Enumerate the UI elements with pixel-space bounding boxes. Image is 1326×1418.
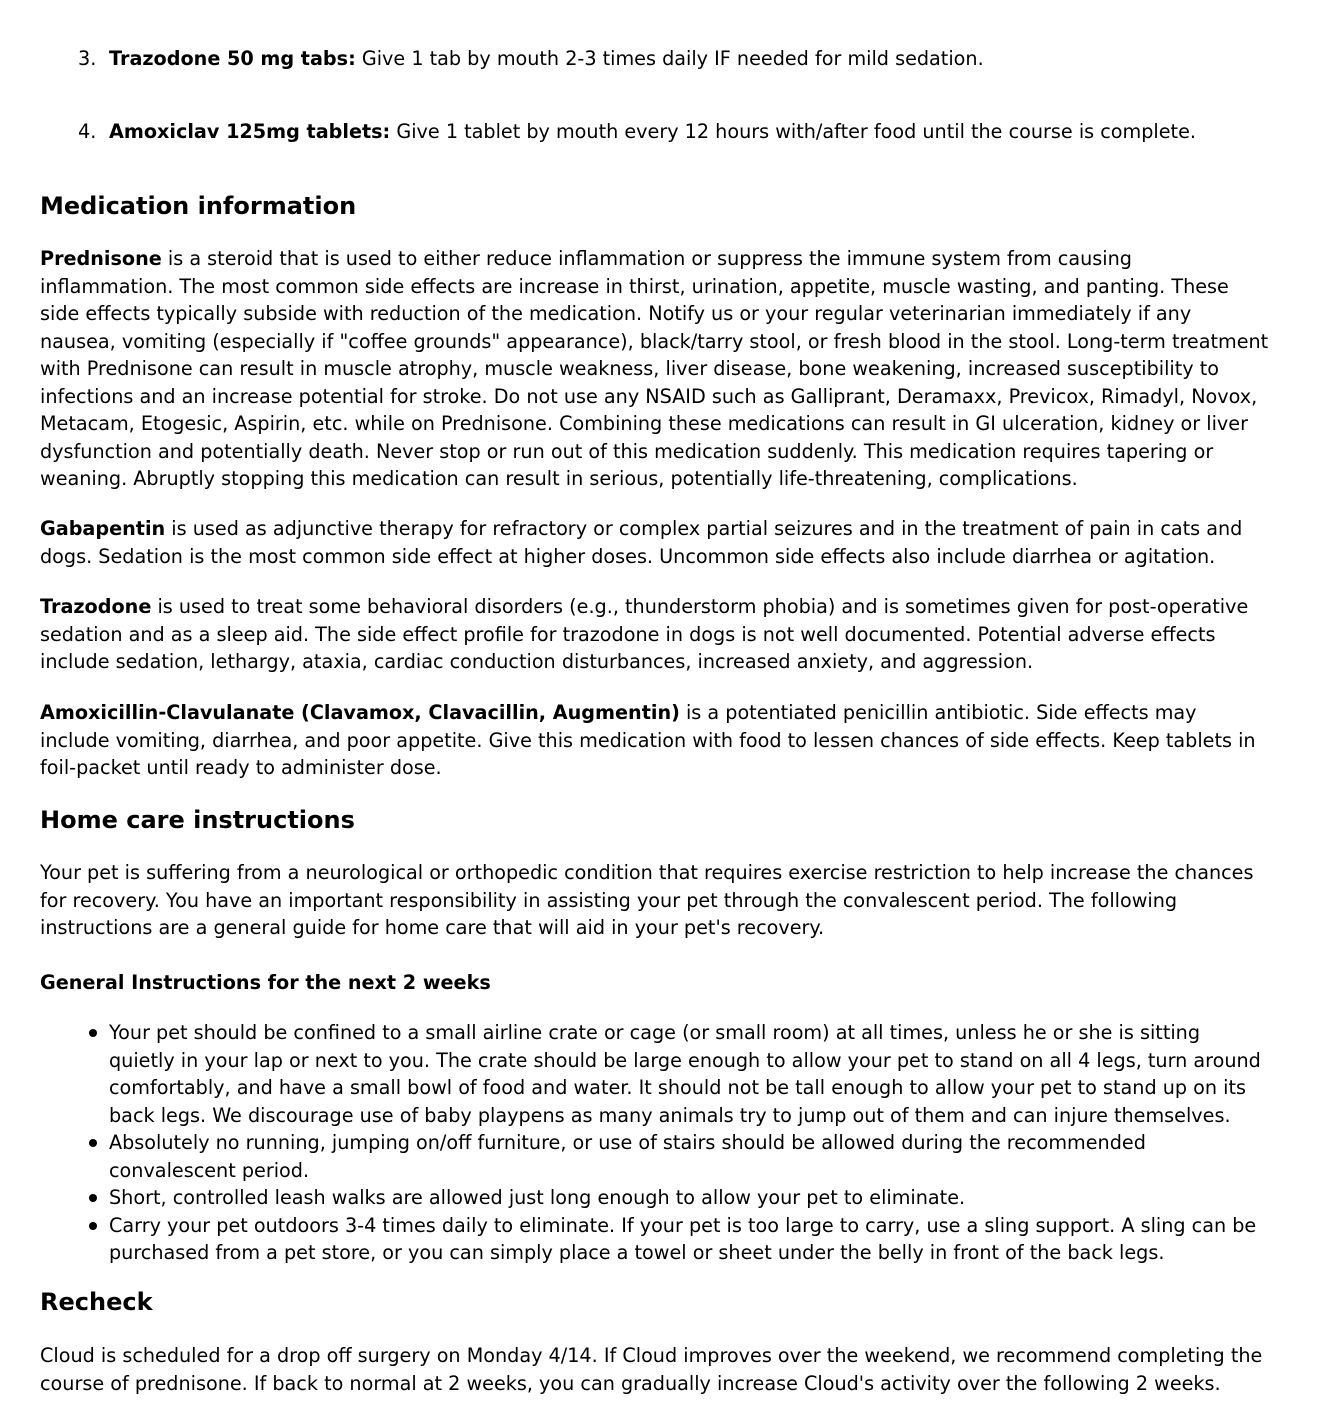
home-care-heading: Home care instructions: [40, 806, 355, 834]
recheck-text: Cloud is scheduled for a drop off surgery on Monday 4/14. If Cloud improves over the weekend, we recommend completing the course of prednisone. If back to normal at 2 weeks, you can gradually increase Cloud's activity over the following 2 weeks.: [40, 1344, 1263, 1395]
drug-name: Amoxiclav 125mg tablets:: [109, 120, 391, 143]
bullet-icon: [89, 1029, 97, 1037]
bullet-icon: [89, 1139, 97, 1147]
dosing-item-amoxiclav: [78, 118, 1278, 146]
instruction-text: Carry your pet outdoors 3-4 times daily to eliminate. If your pet is too large to carry, use a sling support. A sling can be purchased from a pet store, or you can simply place a towel or sheet under the belly in front of the back legs.: [109, 1213, 1257, 1264]
medication-name: Amoxicillin-Clavulanate (Clavamox, Clavacillin, Augmentin): [40, 701, 680, 724]
medication-name: Gabapentin: [40, 517, 166, 540]
home-care-intro: Your pet is suffering from a neurological or orthopedic condition that requires exercise restriction to help increase the chances for recovery. You have an important responsibility in assisting your pet through the convalescent period. The following instructions are a general guide for home care that will aid in your pet's recovery.: [40, 861, 1254, 939]
instruction-bullet: [86, 1129, 1266, 1184]
medication-entry-trazodone: [40, 593, 1270, 676]
dosing-instruction: Give 1 tab by mouth 2-3 times daily IF needed for mild sedation.: [361, 47, 984, 70]
instruction-text: Absolutely no running, jumping on/off furniture, or use of stairs should be allowed during the recommended convalescent period.: [109, 1131, 1146, 1182]
instruction-text: Your pet should be confined to a small airline crate or cage (or small room) at all times, unless he or she is sitting quietly in your lap or next to you. The crate should be large enough to allow your pet to stand on all 4 legs, turn around comfortably, and have a small bowl of food and water. It should not be tall enough to allow your pet to stand up on its back legs. We discourage use of baby playpens as many animals try to jump out of them and can injure themselves.: [109, 1021, 1261, 1127]
general-instructions-list: [86, 1019, 1266, 1267]
instruction-text: Short, controlled leash walks are allowed just long enough to allow your pet to eliminate.: [109, 1186, 966, 1209]
medication-description: is used to treat some behavioral disorders (e.g., thunderstorm phobia) and is sometimes given for post-operative sedation and as a sleep aid. The side effect profile for trazodone in dogs is not well documented. Potential adverse effects include sedation, lethargy, ataxia, cardiac conduction disturbances, increased anxiety, and aggression.: [40, 595, 1249, 673]
dosing-instructions-list: [78, 45, 1278, 146]
dosing-item-trazodone: [78, 45, 1278, 73]
medication-entry-prednisone: [40, 245, 1270, 493]
bullet-icon: [89, 1222, 97, 1230]
medication-name: Prednisone: [40, 247, 162, 270]
list-number: 4.: [78, 120, 97, 143]
medication-description: is a steroid that is used to either reduce inflammation or suppress the immune system from causing inflammation. The most common side effects are increase in thirst, urination, appetite, muscle wasting, and panting. These side effects typically subside with reduction of the medication. Notify us or your regular veterinarian immediately if any nausea, vomiting (especially if "coffee grounds" appearance), black/tarry stool, or fresh blood in the stool. Long-term treatment with Prednisone can result in muscle atrophy, muscle weakness, liver disease, bone weakening, increased susceptibility to infections and an increase potential for stroke. Do not use any NSAID such as Galliprant, Deramaxx, Previcox, Rimadyl, Novox, Metacam, Etogesic, Aspirin, etc. while on Prednisone. Combining these medications can result in GI ulceration, kidney or liver dysfunction and potentially death. Never stop or run out of this medication suddenly. This medication requires tapering or weaning. Abruptly stopping this medication can result in serious, potentially life-threatening, complications.: [40, 247, 1269, 490]
instruction-bullet: [86, 1019, 1266, 1129]
dosing-instruction: Give 1 tablet by mouth every 12 hours with/after food until the course is complete.: [396, 120, 1196, 143]
instruction-bullet: [86, 1212, 1266, 1267]
general-instructions-subheading: General Instructions for the next 2 weeks: [40, 971, 491, 994]
instruction-bullet: [86, 1184, 1266, 1212]
list-number: 3.: [78, 47, 97, 70]
medication-information-heading: Medication information: [40, 192, 357, 220]
drug-name: Trazodone 50 mg tabs:: [109, 47, 356, 70]
medication-description: is a potentiated penicillin antibiotic. Side effects may include vomiting, diarrhea, and poor appetite. Give this medication with food to lessen chances of side effects. Keep tablets in foil-packet until ready to administer dose.: [40, 701, 1256, 779]
medication-entry-amoxicillin-clavulanate: [40, 699, 1270, 782]
recheck-heading: Recheck: [40, 1288, 153, 1316]
medication-description: is used as adjunctive therapy for refractory or complex partial seizures and in the treatment of pain in cats and dogs. Sedation is the most common side effect at higher doses. Uncommon side effects also include diarrhea or agitation.: [40, 517, 1243, 568]
bullet-icon: [89, 1194, 97, 1202]
medication-entry-gabapentin: [40, 515, 1270, 570]
medication-name: Trazodone: [40, 595, 152, 618]
